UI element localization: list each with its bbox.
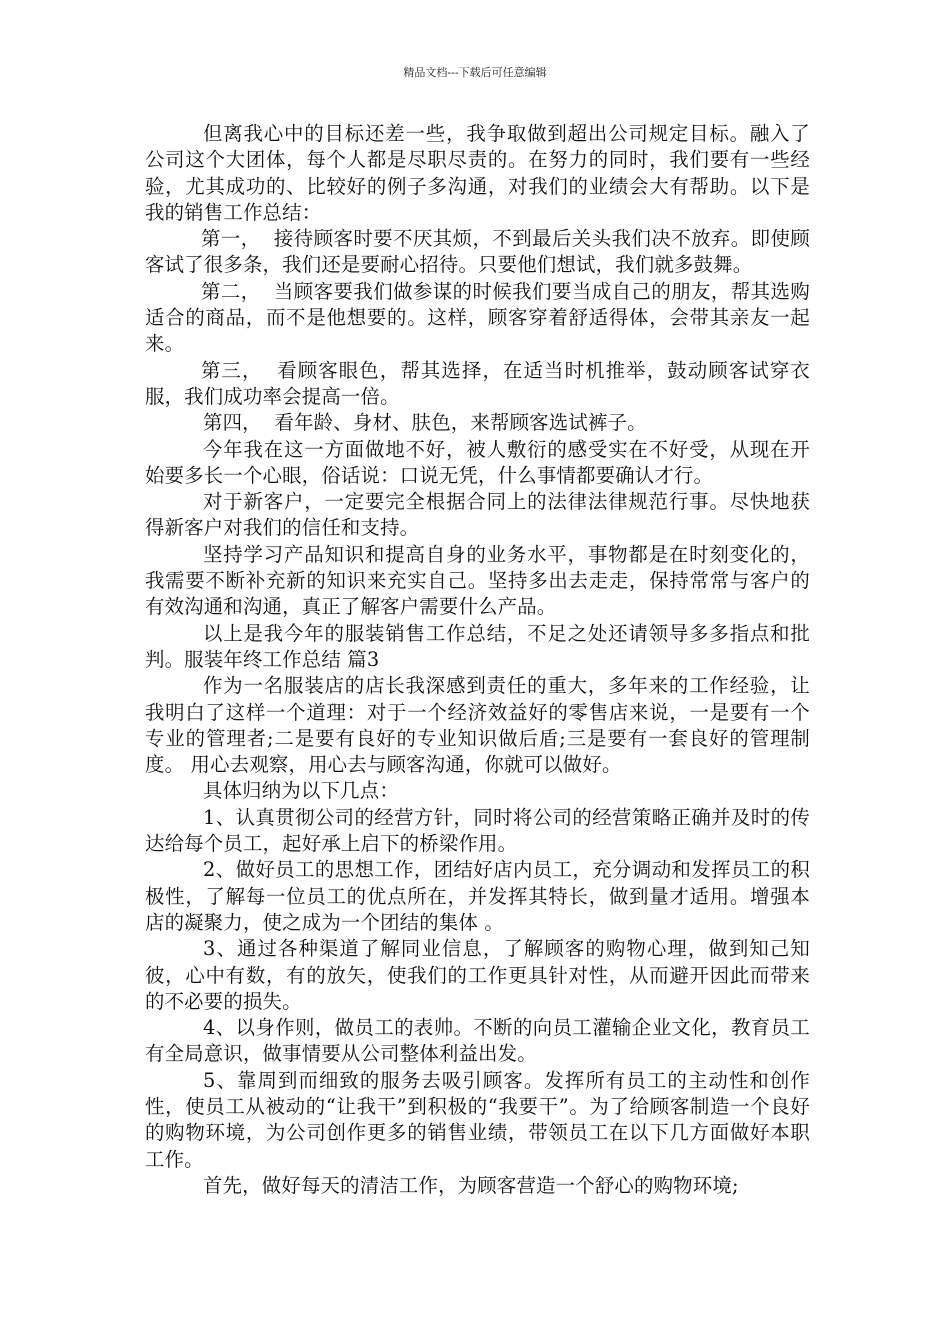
paragraph-points-intro: 具体归纳为以下几点： <box>203 779 399 803</box>
paragraph-point-3: 第三， 看顾客眼色，帮其选择，在适当时机推举，鼓动顾客试穿衣服，我们成功率会提高一倍。 <box>145 358 810 408</box>
paragraph-new-clients: 对于新客户，一定要完全根据合同上的法律法律规范行事。尽快地获得新客户对我们的信任和支持。 <box>145 490 810 540</box>
paragraph-point-4: 第四， 看年龄、身材、肤色，来帮顾客选试裤子。 <box>203 411 647 435</box>
paragraph-first-cleaning: 首先，做好每天的清洁工作，为顾客营造一个舒心的购物环境; <box>203 1173 739 1197</box>
paragraph-store-manager: 作为一名服装店的店长我深感到责任的重大，多年来的工作经验，让我明白了这样一个道理：对于一个经济效益好的零售店来说，一是要有一个专业的管理者;二是要有良好的专业知识做后盾;三是要有一套良好的管理制度。 用心去观察，用心去与顾客沟通，你就可以做好。 <box>145 674 810 777</box>
paragraph-point-2: 第二， 当顾客要我们做参谋的时候我们要当成自己的朋友，帮其选购适合的商品，而不是他想要的。这样，顾客穿着舒适得体，会带其亲友一起来。 <box>145 279 810 356</box>
page-header: 精品文档---下载后可任意编辑 <box>403 66 547 79</box>
document-body <box>145 121 810 1199</box>
paragraph-item-5: 5、靠周到而细致的服务去吸引顾客。发挥所有员工的主动性和创作性，使员工从被动的“让我干”到积极的“我要干”。为了给顾客制造一个良好的购物环境，为公司创作更多的销售业绩，带领员工在以下几方面做好本职工作。 <box>145 1068 810 1171</box>
paragraph-item-1: 1、认真贯彻公司的经营方针，同时将公司的经营策略正确并及时的传达给每个员工，起好承上启下的桥梁作用。 <box>145 805 810 856</box>
paragraph-item-4: 4、以身作则，做员工的表帅。不断的向员工灌输企业文化，教育员工有全局意识，做事情要从公司整体利益出发。 <box>145 1016 810 1066</box>
paragraph-intro: 但离我心中的目标还差一些，我争取做到超出公司规定目标。融入了公司这个大团体，每个人都是尽职尽责的。在努力的同时，我们要有一些经验，尤其成功的、比较好的例子多沟通，对我们的业绩会大有帮助。以下是我的销售工作总结： <box>145 122 810 224</box>
paragraph-reflection: 今年我在这一方面做地不好，被人敷衍的感受实在不好受，从现在开始要多长一个心眼，俗话说：口说无凭，什么事情都要确认才行。 <box>145 437 810 487</box>
paragraph-learning: 坚持学习产品知识和提高自身的业务水平，事物都是在时刻变化的，我需要不断补充新的知识来充实自己。坚持多出去走走，保持常常与客户的有效沟通和沟通，真正了解客户需要什么产品。 <box>145 542 810 619</box>
paragraph-item-2: 2、做好员工的思想工作，团结好店内员工，充分调动和发挥员工的积极性，了解每一位员工的优点所在，并发挥其特长，做到量才适用。增强本店的凝聚力，使之成为一个团结的集体 。 <box>145 858 810 934</box>
paragraph-summary-end: 以上是我今年的服装销售工作总结，不足之处还请领导多多指点和批判。服装年终工作总结 篇3 <box>145 621 810 671</box>
paragraph-point-1: 第一， 接待顾客时要不厌其烦，不到最后关头我们决不放弃。即使顾客试了很多条，我们还是要耐心招待。只要他们想试，我们就多鼓舞。 <box>145 227 810 277</box>
paragraph-item-3: 3、通过各种渠道了解同业信息，了解顾客的购物心理，做到知己知彼，心中有数，有的放矢，使我们的工作更具针对性，从而避开因此而带来的不必要的损失。 <box>145 937 810 1013</box>
